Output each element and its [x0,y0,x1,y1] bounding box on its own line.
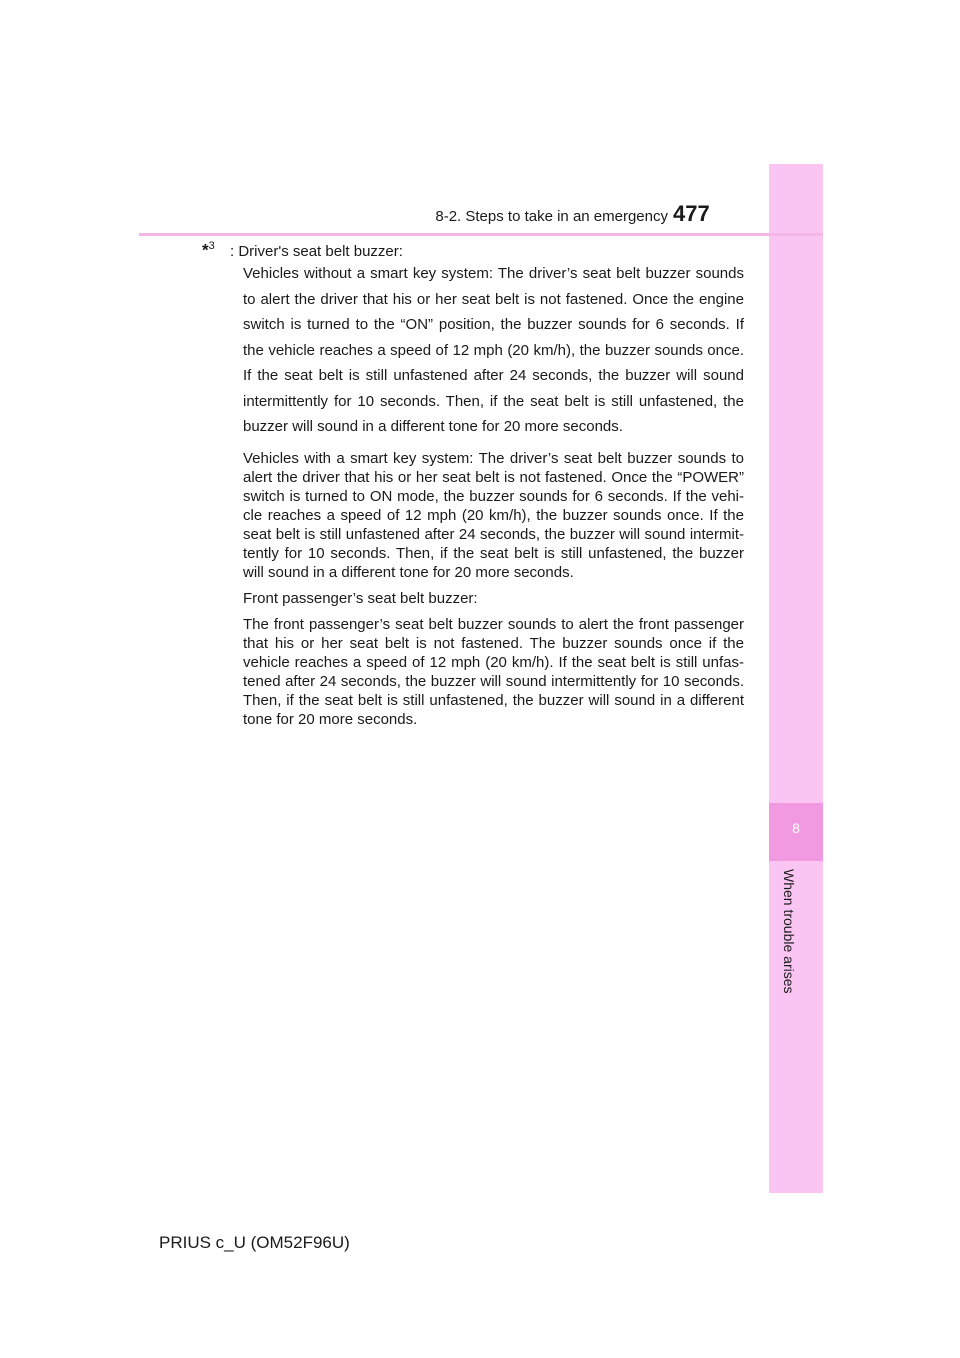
section-title: 8-2. Steps to take in an emergency [435,208,668,225]
chapter-number: 8 [792,820,800,836]
chapter-side-tab [769,164,823,1193]
header-divider [139,233,823,236]
paragraph-passenger: The front passenger’s seat belt buzzer sounds to alert the front passenger that his or her seat belt is not fastened. The buzzer sounds once if the vehicle reaches a speed of 12 mph (20 km/h). If the seat belt is still unfas-tened after 24 seconds, the buzzer will sound intermittently for 10 seconds. Then, if the seat belt is still unfastened, the buzzer will sound in a different tone for 20 more seconds. [243,615,744,728]
footnote-marker [202,237,215,260]
footnote-number: 3 [208,240,215,252]
footnote-heading [202,240,744,261]
paragraph-no-smart-key: Vehicles without a smart key system: The driver’s seat belt buzzer sounds to alert the driver that his or her seat belt is not fastened. Once the engine switch is turned to the “ON” position, the buzzer sounds for 6 seconds. If the vehicle reaches a speed of 12 mph (20 km/h), the buzzer sounds once. If the seat belt is still unfastened after 24 seconds, the buzzer will sound intermittently for 10 seconds. Then, if the seat belt is still unfastened, the buzzer will sound in a different tone for 20 more seconds. [243,265,744,435]
footnote-asterisk: * [202,240,209,260]
paragraph-smart-key: Vehicles with a smart key system: The driver’s seat belt buzzer sounds to alert the driver that his or her seat belt is not fastened. Once the “POWER” switch is turned to ON mode, the buzzer sounds for 6 seconds. If the vehi-cle reaches a speed of 12 mph (20 km/h), the buzzer sounds once. If the seat belt is still unfastened after 24 seconds, the buzzer will sound intermit-tently for 10 seconds. Then, if the seat belt is still unfastened, the buzzer will sound in a different tone for 20 more seconds. [243,449,744,581]
page-number: 477 [673,201,710,226]
page-body [202,240,744,729]
footnote-heading-text: : Driver's seat belt buzzer: [230,243,403,260]
model-code: PRIUS c_U (OM52F96U) [159,1233,350,1252]
chapter-title: When trouble arises [781,869,797,994]
passenger-heading: Front passenger’s seat belt buzzer: [243,589,478,607]
